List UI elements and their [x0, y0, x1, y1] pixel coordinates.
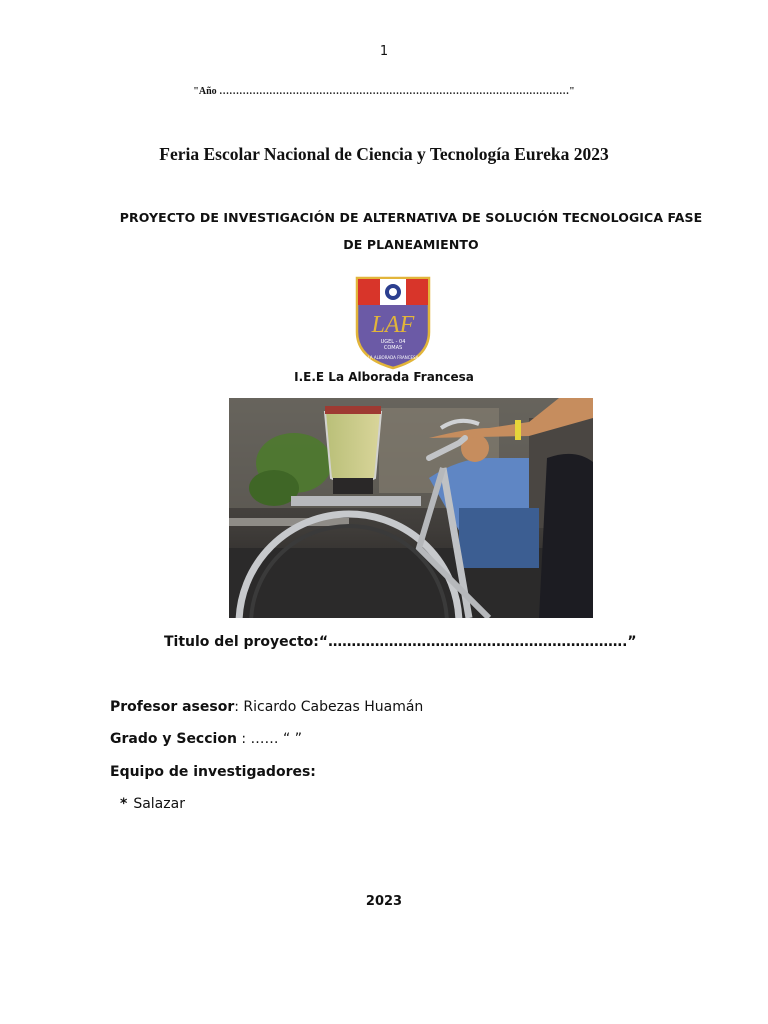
team-heading: Equipo de investigadores:	[110, 764, 316, 780]
bullet: *	[120, 796, 128, 812]
advisor-label: Profesor asesor	[110, 699, 235, 715]
crest-district: COMAS	[383, 345, 403, 351]
project-type-heading: PROYECTO DE INVESTIGACIÓN DE ALTERNATIVA DE SOLUCIÓN TECNOLOGICA FASE DE PLANEAMIENTO	[119, 210, 703, 252]
crest-monogram: LAF	[371, 312, 415, 338]
advisor-field	[110, 699, 423, 715]
grade-value: …… “ ”	[250, 731, 302, 747]
footer-year: 2023	[365, 894, 403, 909]
blender-bicycle-photo	[229, 398, 593, 618]
advisor-value: Ricardo Cabezas Huamán	[243, 699, 424, 715]
page-number: 1	[379, 44, 389, 59]
school-name: I.E.E La Alborada Francesa	[294, 370, 474, 384]
project-title: Titulo del proyecto:“……………………………………………………….”	[164, 634, 637, 650]
fair-title: Feria Escolar Nacional de Ciencia y Tecnología Eureka 2023	[159, 144, 609, 164]
year-line: "Año ……………………………………………………………………………………………"	[193, 86, 575, 97]
advisor-separator: :	[234, 699, 244, 715]
school-crest-icon	[354, 274, 432, 370]
team-member-name: Salazar	[133, 796, 185, 812]
crest-ugel: UGEL - 04	[380, 339, 406, 345]
crest-ribbon: LA ALBORADA FRANCESA	[367, 355, 419, 360]
grade-field	[110, 731, 302, 747]
team-member	[120, 796, 185, 812]
grade-label: Grado y Seccion	[110, 731, 237, 747]
grade-separator: :	[236, 731, 251, 747]
